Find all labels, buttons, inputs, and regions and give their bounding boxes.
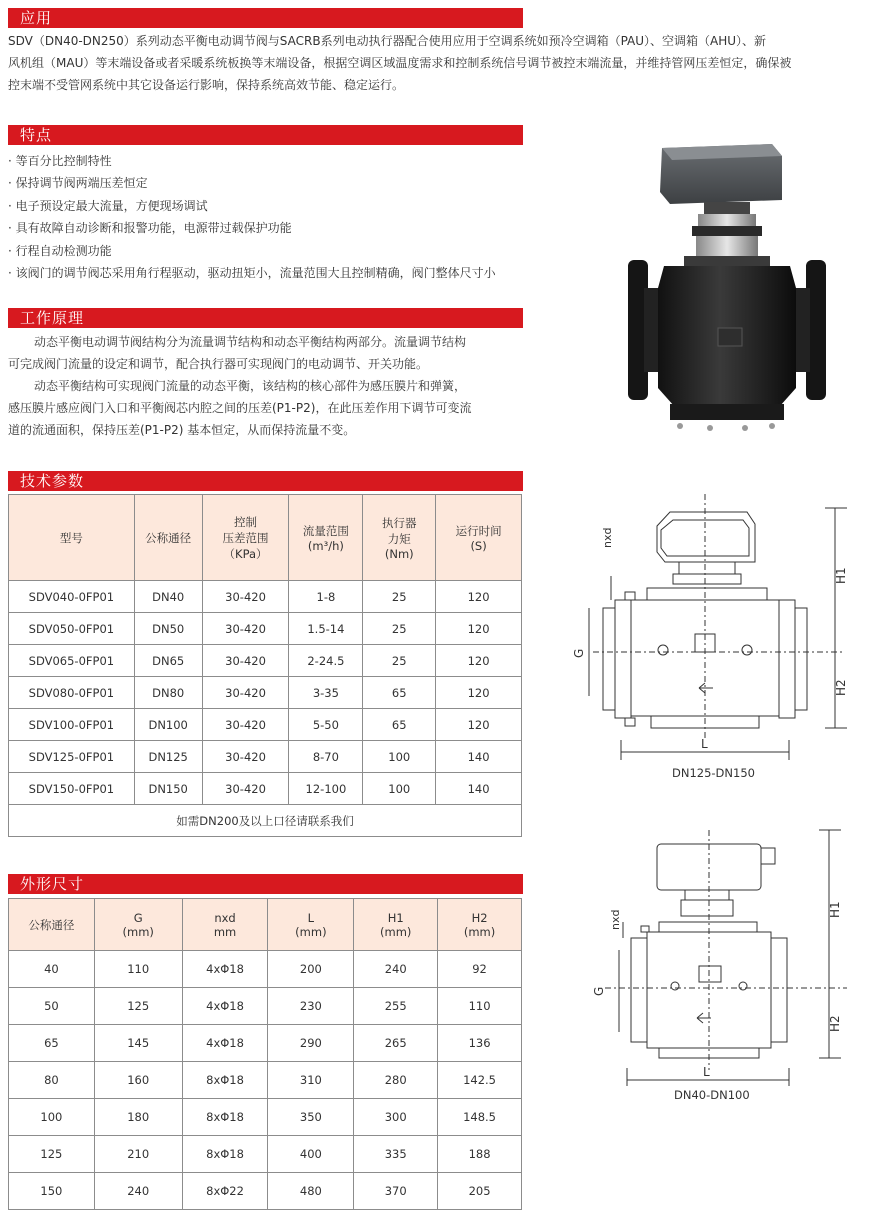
table-row	[9, 951, 522, 988]
table-cell: 240	[94, 1173, 182, 1210]
valve-drawing-dn40-dn100	[585, 826, 865, 1086]
table-cell: 230	[268, 988, 354, 1025]
principle-text	[8, 331, 528, 441]
table-row	[9, 1099, 522, 1136]
table-cell: 335	[354, 1136, 438, 1173]
tech-param-table	[8, 494, 522, 837]
table-cell: 30-420	[202, 709, 289, 741]
table-note-row	[9, 805, 522, 837]
section-header-features: 特点	[8, 125, 523, 145]
table-cell: SDV065-0FP01	[9, 645, 135, 677]
principle-line-1: 动态平衡电动调节阀结构分为流量调节结构和动态平衡结构两部分。流量调节结构	[34, 335, 467, 349]
table-cell: 140	[436, 773, 522, 805]
header-g: G (mm)	[94, 899, 182, 951]
table-row	[9, 773, 522, 805]
table-cell: 210	[94, 1136, 182, 1173]
feature-item: · 该阀门的调节阀芯采用角行程驱动，驱动扭矩小，流量范围大且控制精确，阀门整体尺寸小	[8, 266, 496, 281]
label-h1: H1	[828, 901, 842, 918]
label-h2: H2	[834, 679, 848, 696]
table-row	[9, 1136, 522, 1173]
label-g: G	[572, 648, 586, 658]
table-cell: SDV100-0FP01	[9, 709, 135, 741]
table-cell: 125	[94, 988, 182, 1025]
application-text	[8, 30, 888, 96]
table-row	[9, 1062, 522, 1099]
table-row	[9, 613, 522, 645]
table-cell: 120	[436, 645, 522, 677]
table-cell: 145	[94, 1025, 182, 1062]
feature-item: · 具有故障自动诊断和报警功能，电源带过载保护功能	[8, 221, 292, 236]
table-cell: 310	[268, 1062, 354, 1099]
feature-item: · 保持调节阀两端压差恒定	[8, 176, 148, 191]
table-cell: DN100	[134, 709, 202, 741]
table-cell: 255	[354, 988, 438, 1025]
header-nominal-size: 公称通径	[9, 899, 95, 951]
table-cell: 4xΦ18	[182, 988, 268, 1025]
table-cell: 65	[363, 709, 436, 741]
table-row	[9, 709, 522, 741]
table-cell: 188	[438, 1136, 522, 1173]
table-cell: 30-420	[202, 741, 289, 773]
table-cell: 120	[436, 581, 522, 613]
table-cell: 80	[9, 1062, 95, 1099]
feature-item: · 等百分比控制特性	[8, 154, 112, 168]
application-line-2: 风机组（MAU）等末端设备或者采暖系统板换等末端设备，根据空调区域温度需求和控制系统信号调节被控末端流量，并维持管网压差恒定，确保被	[8, 56, 792, 70]
header-l: L (mm)	[268, 899, 354, 951]
table-cell: 120	[436, 677, 522, 709]
table-cell: 142.5	[438, 1062, 522, 1099]
table-cell: 30-420	[202, 581, 289, 613]
table-cell: 110	[94, 951, 182, 988]
table-cell: 8xΦ18	[182, 1136, 268, 1173]
label-nxd: nxd	[609, 909, 622, 930]
table-cell: 136	[438, 1025, 522, 1062]
table-cell: DN50	[134, 613, 202, 645]
table-cell: SDV040-0FP01	[9, 581, 135, 613]
table-cell: SDV125-0FP01	[9, 741, 135, 773]
label-l: L	[703, 1065, 710, 1079]
header-h1: H1 (mm)	[354, 899, 438, 951]
table-cell: 1-8	[289, 581, 363, 613]
table-cell: DN40	[134, 581, 202, 613]
table-cell: 240	[354, 951, 438, 988]
table-cell: 30-420	[202, 677, 289, 709]
table-cell: 50	[9, 988, 95, 1025]
table-cell: 290	[268, 1025, 354, 1062]
label-nxd: nxd	[601, 527, 614, 548]
table-cell: 4xΦ18	[182, 951, 268, 988]
table-row	[9, 645, 522, 677]
section-header-principle: 工作原理	[8, 308, 523, 328]
header-h2: H2 (mm)	[438, 899, 522, 951]
table-cell: 30-420	[202, 645, 289, 677]
valve-drawing-dn125-dn150	[572, 490, 865, 790]
table-cell: 125	[9, 1136, 95, 1173]
table-cell: 2-24.5	[289, 645, 363, 677]
table-row	[9, 741, 522, 773]
table-cell: 4xΦ18	[182, 1025, 268, 1062]
table-cell: 100	[9, 1099, 95, 1136]
section-header-tech: 技术参数	[8, 471, 523, 491]
table-cell: 25	[363, 581, 436, 613]
principle-line-5: 道的流通面积，保持压差(P1-P2) 基本恒定，从而保持流量不变。	[8, 423, 356, 437]
table-row	[9, 1025, 522, 1062]
table-cell: 140	[436, 741, 522, 773]
table-header-row	[9, 495, 522, 581]
table-cell: 350	[268, 1099, 354, 1136]
label-l: L	[701, 737, 708, 751]
header-actuator-torque: 执行器 力矩 (Nm)	[363, 495, 436, 581]
table-cell: 8xΦ18	[182, 1062, 268, 1099]
principle-line-2: 可完成阀门流量的设定和调节，配合执行器可实现阀门的电动调节、开关功能。	[8, 357, 429, 371]
features-list	[8, 150, 496, 284]
header-run-time: 运行时间 (S)	[436, 495, 522, 581]
table-cell: 1.5-14	[289, 613, 363, 645]
table-cell: 65	[9, 1025, 95, 1062]
table-cell: 200	[268, 951, 354, 988]
section-header-dimensions: 外形尺寸	[8, 874, 523, 894]
table-cell: 265	[354, 1025, 438, 1062]
table-cell: 8-70	[289, 741, 363, 773]
table-cell: 110	[438, 988, 522, 1025]
table-cell: 160	[94, 1062, 182, 1099]
table-cell: 8xΦ22	[182, 1173, 268, 1210]
table-cell: DN65	[134, 645, 202, 677]
header-flow-range: 流量范围 (m³/h)	[289, 495, 363, 581]
table-row	[9, 677, 522, 709]
table-cell: 148.5	[438, 1099, 522, 1136]
label-g: G	[592, 986, 606, 996]
table-row	[9, 988, 522, 1025]
table-cell: 12-100	[289, 773, 363, 805]
table-cell: DN150	[134, 773, 202, 805]
application-line-3: 控末端不受管网系统中其它设备运行影响，保持系统高效节能、稳定运行。	[8, 78, 405, 92]
feature-item: · 电子预设定最大流量，方便现场调试	[8, 198, 208, 213]
label-h1: H1	[834, 567, 848, 584]
table-cell: 100	[363, 741, 436, 773]
header-pressure-range: 控制 压差范围 （KPa）	[202, 495, 289, 581]
drawing-caption-dn40-dn100: DN40-DN100	[674, 1088, 750, 1102]
table-row	[9, 1173, 522, 1210]
table-cell: 400	[268, 1136, 354, 1173]
table-cell: SDV080-0FP01	[9, 677, 135, 709]
valve-product-photo	[600, 138, 840, 438]
table-cell: 280	[354, 1062, 438, 1099]
table-cell: 30-420	[202, 613, 289, 645]
application-line-1: SDV（DN40-DN250）系列动态平衡电动调节阀与SACRB系列电动执行器配合使用应用于空调系统如预冷空调箱（PAU）、空调箱（AHU）、新	[8, 34, 767, 48]
table-cell: 8xΦ18	[182, 1099, 268, 1136]
principle-line-4: 感压膜片感应阀门入口和平衡阀芯内腔之间的压差(P1-P2)，在此压差作用下调节可变流	[8, 401, 472, 415]
label-h2: H2	[828, 1015, 842, 1032]
header-model: 型号	[9, 495, 135, 581]
table-cell: 120	[436, 709, 522, 741]
table-cell: 25	[363, 613, 436, 645]
table-cell: 370	[354, 1173, 438, 1210]
table-cell: 5-50	[289, 709, 363, 741]
table-cell: 300	[354, 1099, 438, 1136]
table-cell: 30-420	[202, 773, 289, 805]
table-cell: 25	[363, 645, 436, 677]
table-cell: DN80	[134, 677, 202, 709]
table-cell: 150	[9, 1173, 95, 1210]
drawing-caption-dn125-dn150: DN125-DN150	[672, 766, 755, 780]
principle-line-3: 动态平衡结构可实现阀门流量的动态平衡，该结构的核心部件为感压膜片和弹簧，	[34, 379, 467, 393]
header-nominal-size: 公称通径	[134, 495, 202, 581]
table-cell: 3-35	[289, 677, 363, 709]
table-cell: 180	[94, 1099, 182, 1136]
section-header-application: 应用	[8, 8, 523, 28]
table-note: 如需DN200及以上口径请联系我们	[9, 805, 522, 837]
table-cell: 65	[363, 677, 436, 709]
table-cell: 40	[9, 951, 95, 988]
table-cell: SDV050-0FP01	[9, 613, 135, 645]
table-header-row	[9, 899, 522, 951]
feature-item: · 行程自动检测功能	[8, 243, 112, 258]
table-row	[9, 581, 522, 613]
table-cell: 120	[436, 613, 522, 645]
table-cell: 480	[268, 1173, 354, 1210]
header-nxd: nxd mm	[182, 899, 268, 951]
dimensions-table	[8, 898, 522, 1210]
table-cell: SDV150-0FP01	[9, 773, 135, 805]
table-cell: 205	[438, 1173, 522, 1210]
table-cell: 92	[438, 951, 522, 988]
table-cell: DN125	[134, 741, 202, 773]
table-cell: 100	[363, 773, 436, 805]
